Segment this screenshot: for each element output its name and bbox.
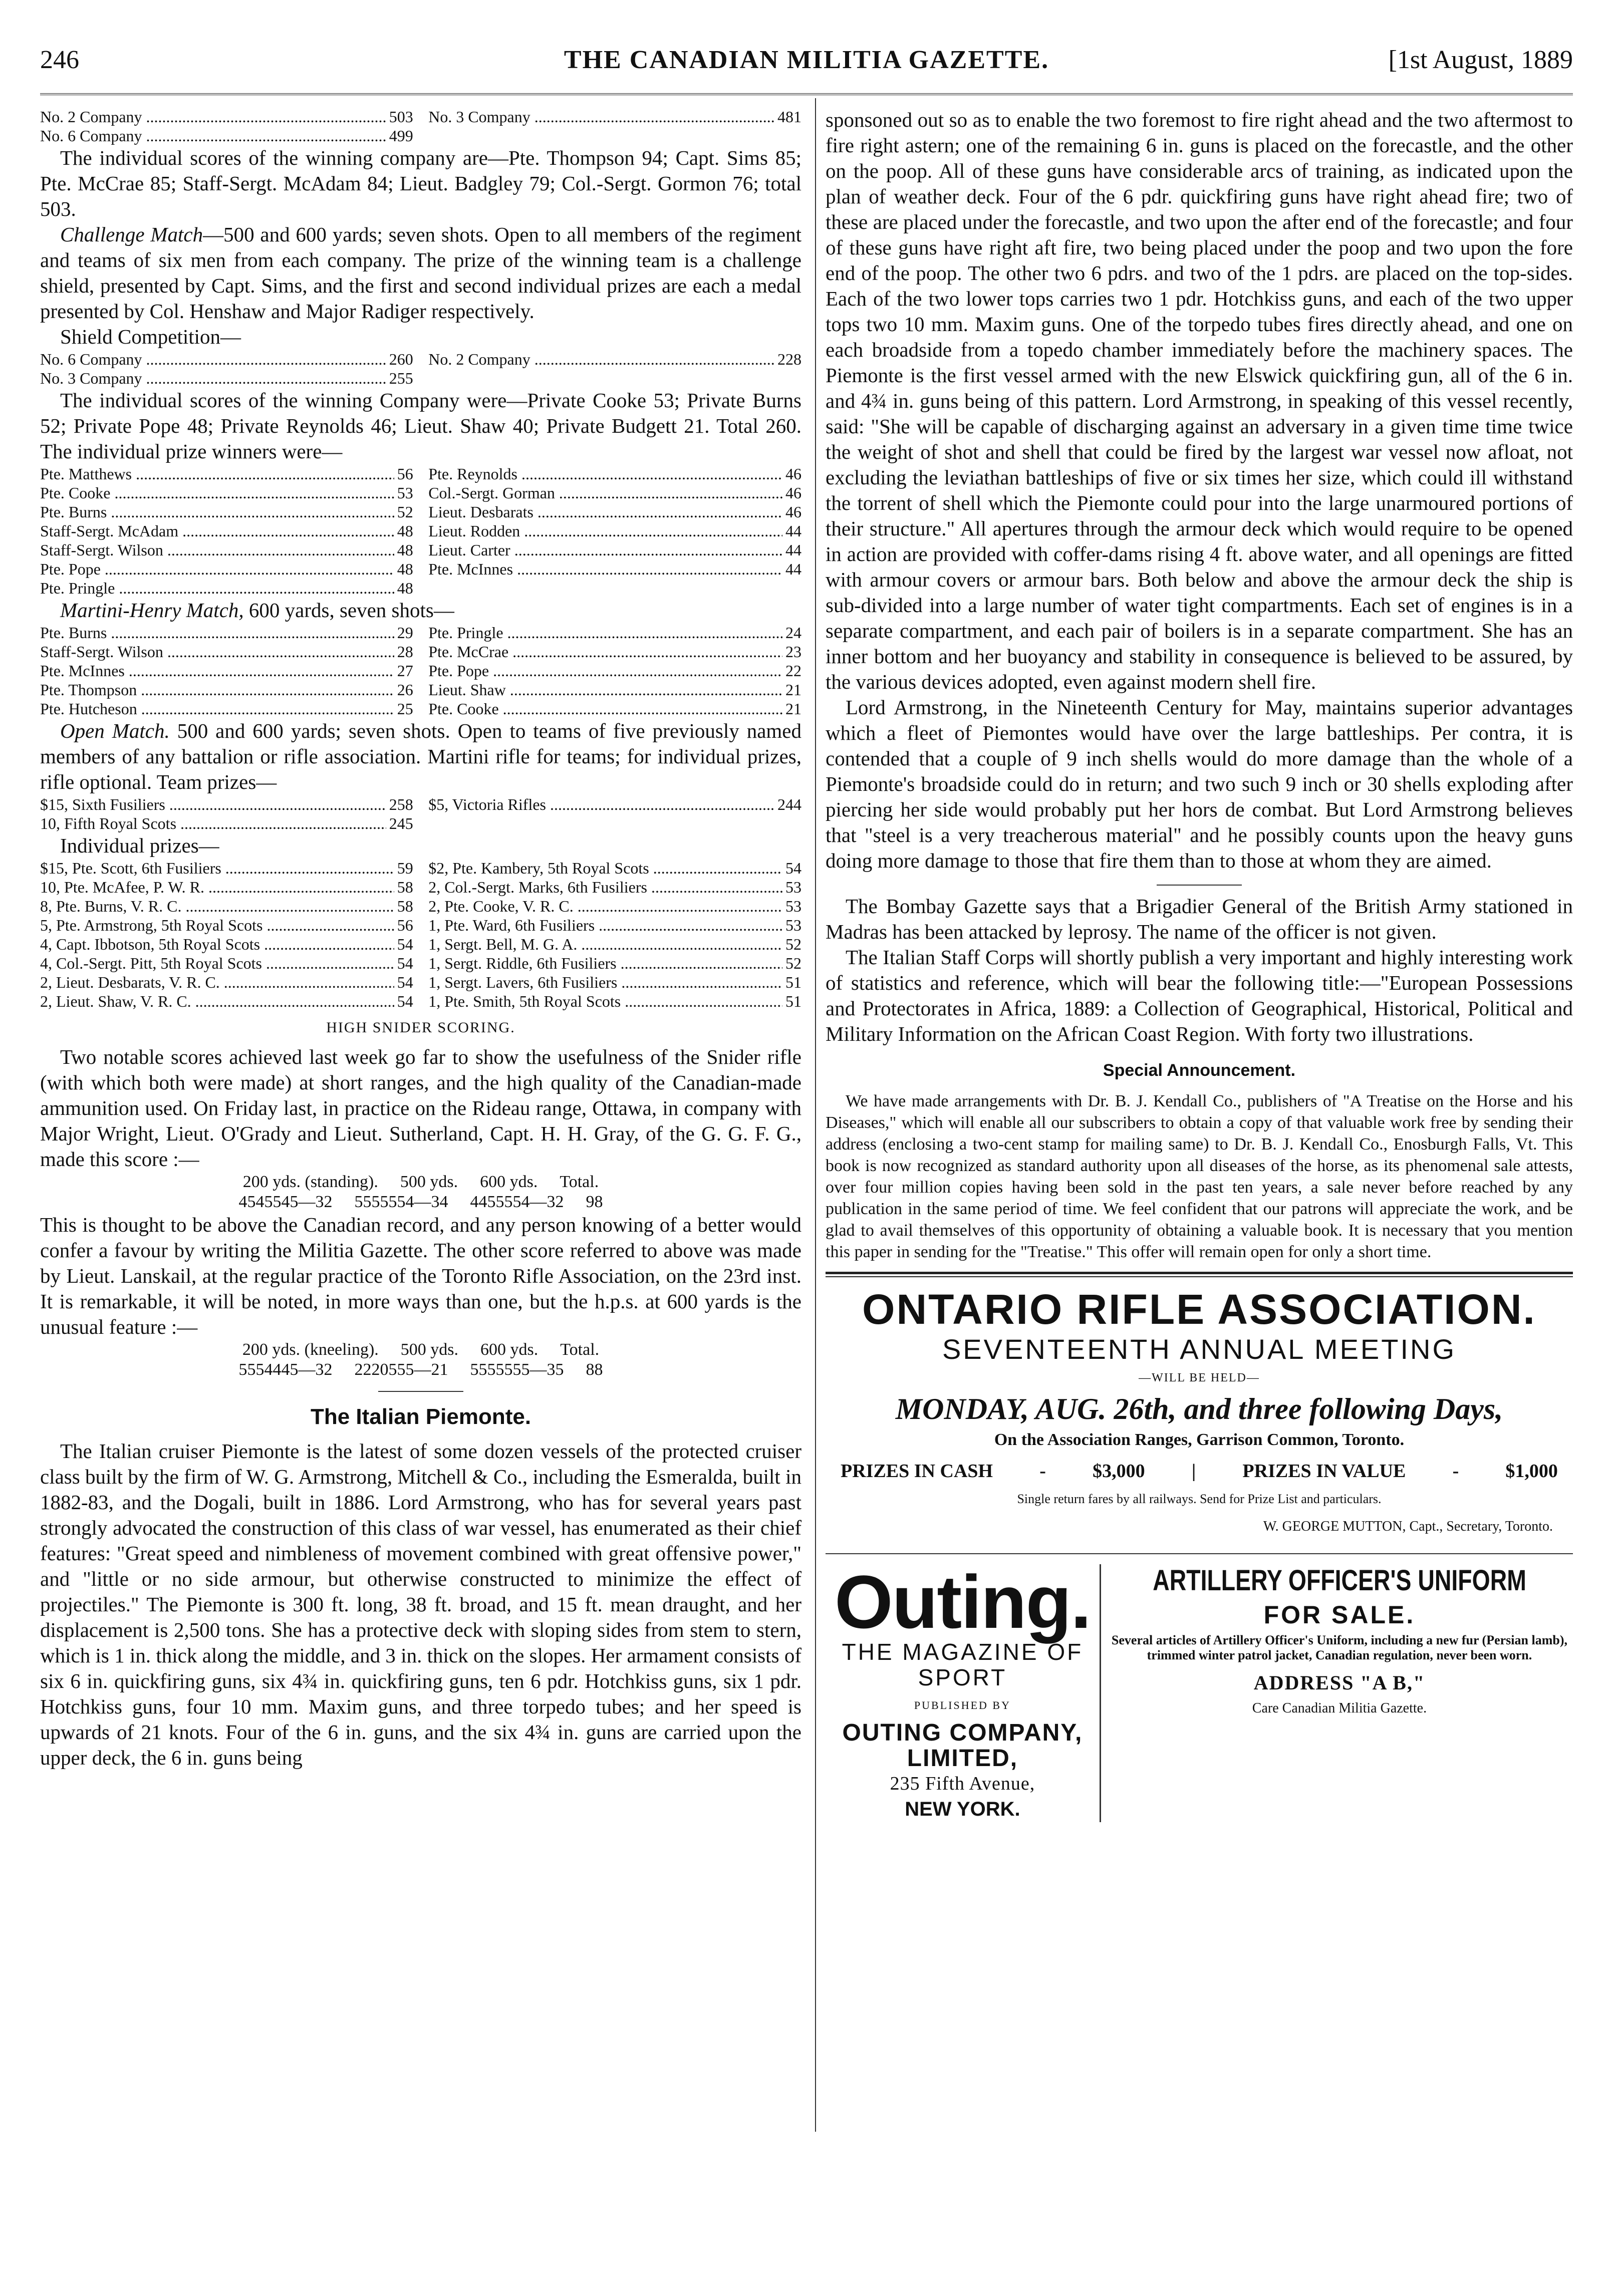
score-entry-left xyxy=(40,579,413,598)
outing-address: 235 Fifth Avenue, xyxy=(890,1773,1035,1794)
score-row xyxy=(40,559,801,579)
page-header xyxy=(40,35,1573,74)
score-value: 27 xyxy=(397,662,413,680)
score-name: No. 3 Company ..... xyxy=(428,107,774,126)
ora-will-be-held: —WILL BE HELD— xyxy=(1139,1371,1260,1384)
artillery-title: ARTILLERY OFFICER'S UNIFORM xyxy=(1153,1564,1526,1597)
score-name: 4, Col.-Sergt. Pitt, 5th Royal Scots ..... xyxy=(40,954,394,973)
score-cell: 4455554—32 xyxy=(470,1193,564,1211)
score-entry-right xyxy=(428,464,801,483)
score-value: 54 xyxy=(785,859,801,877)
score-value: 59 xyxy=(397,859,413,877)
score-entry-left xyxy=(40,483,413,502)
score-entry-right xyxy=(428,878,801,897)
score-value: 28 xyxy=(397,643,413,661)
ora-subtitle: SEVENTEENTH ANNUAL MEETING xyxy=(942,1333,1457,1365)
score-value: 54 xyxy=(397,973,413,991)
ora-cash-label: PRIZES IN CASH xyxy=(841,1461,993,1482)
paragraph-snider: Two notable scores achieved last week go far to show the usefulness of the Snider rifle (with which both were made) at short ranges, and the high quality of the Canadian-made ammunition used. On Friday last, in practice on the Rideau range, Ottawa, in company with Major Wright, Lieut. O'Grady and Lieut. Sutherland, Capt. H. H. Gray, of the G. G. F. G., made this score :— xyxy=(40,1045,801,1171)
score2-values xyxy=(40,1360,801,1380)
score-name: Pte. McInnes ..... xyxy=(40,661,394,680)
ora-cash-value: $3,000 xyxy=(1093,1461,1145,1482)
score-entry-left xyxy=(40,559,413,579)
score-value: 245 xyxy=(389,814,413,832)
score-entry-left xyxy=(40,107,413,126)
score-entry-left xyxy=(40,954,413,973)
score-row xyxy=(40,623,801,642)
score-name: Pte. Burns ..... xyxy=(40,623,394,642)
score-name: 2, Pte. Cooke, V. R. C. ..... xyxy=(428,897,782,916)
score-value: 54 xyxy=(397,935,413,953)
score-value: 52 xyxy=(397,503,413,521)
ad-rule-top xyxy=(826,1272,1573,1274)
score-value: 21 xyxy=(785,700,801,718)
paragraph-shield-scores: The individual scores of the winning Company were—Private Cooke 53; Private Burns 52; Private Pope 48; Private Reynolds 46; Lieut. Shaw 40; Private Budgett 21. Total 260. The individual prize winners were— xyxy=(40,389,801,463)
martini-henry-heading xyxy=(40,598,801,623)
outing-company: OUTING COMPANY, LIMITED, xyxy=(842,1719,1083,1772)
paragraph-lord-armstrong: Lord Armstrong, in the Nineteenth Century for May, maintains superior advantages which a fleet of Piemontes would have over the large battleships. Per contra, it is contended that a couple of 9 inch shells would do more damage than the whole of a Piemonte's broadside could do in return; and two such 9 inch or 30 shells exploding after piercing her side would probably put her hors de combat. But Lord Armstrong believes that "steel is a very treacherous material" and he possibly counts upon the heavy guns doing more damage to those that fire them than to those at whom they are aimed. xyxy=(826,696,1573,872)
score-entry-right xyxy=(428,699,801,718)
score-entry-left xyxy=(40,623,413,642)
score-name: Pte. McCrae ..... xyxy=(428,642,782,661)
paragraph-italian-piemonte: The Italian cruiser Piemonte is the latest of some dozen vessels of the protected cruiser class built by the firm of W. G. Armstrong, Mitchell & Co., including the Esmeralda, built in 1882-83, and the Dogali, built in 1886. Lord Armstrong, who has for several years past strongly advocated the construction of this class of war vessel, has enumerated as their chief features: "Great speed and nimbleness of movement combined with great offensive power," and "little or no side armour, but otherwise constructed to minimize the effect of projectiles." The Piemonte is 300 ft. long, 38 ft. broad, and 15 ft. mean draught, and her displacement is 2,500 tons. She has a protective deck with sloping sides from stem to stern, which is 1 in. thick along the middle, and 3 in. thick on the slopes. Her armament consists of six 6 in. quickfiring guns, six 4¾ in. quickfiring guns, ten 6 pdr. Hotchkiss guns, six 1 pdr. Hotchkiss guns, four 10 mm. Maxim guns, and three torpedo tubes; and her speed is upwards of 21 knots. Four of the 6 in. guns, and the six 4¾ in. guns are carried upon the upper deck, the 6 in. guns being xyxy=(40,1440,801,1769)
score-value: 53 xyxy=(785,897,801,915)
martini-henry-rest: 600 yards, seven shots— xyxy=(243,599,454,622)
paragraph-open-match xyxy=(40,718,801,795)
score-cell: 4545545—32 xyxy=(238,1193,333,1211)
score-cell: 5554445—32 xyxy=(238,1360,333,1379)
score-entry-right xyxy=(428,992,801,1011)
score-name: 5, Pte. Armstrong, 5th Royal Scots ..... xyxy=(40,916,394,935)
artillery-description: Several articles of Artillery Officer's Uniform, including a new fur (Persian lamb), trimmed winter patrol jacket, Canadian regulation, never been worn. xyxy=(1111,1633,1567,1662)
score-cell: 500 yds. xyxy=(400,1340,459,1359)
score-value: 23 xyxy=(785,643,801,661)
individual-prizes-label: Individual prizes— xyxy=(60,834,219,857)
company-totals xyxy=(40,107,801,145)
score-row xyxy=(40,579,801,598)
score-value: 54 xyxy=(397,954,413,972)
score-value: 53 xyxy=(785,916,801,934)
score-row xyxy=(40,661,801,680)
score-entry-left xyxy=(40,916,413,935)
score-name: $2, Pte. Kambery, 5th Royal Scots ..... xyxy=(428,858,782,878)
score-entry-right xyxy=(428,107,801,126)
score-entry-right xyxy=(428,126,801,145)
ora-title: ONTARIO RIFLE ASSOCIATION. xyxy=(862,1286,1536,1333)
score-row xyxy=(40,935,801,954)
score-value: 26 xyxy=(397,681,413,699)
score-entry-right xyxy=(428,623,801,642)
score-name: 1, Pte. Ward, 6th Fusiliers ..... xyxy=(428,916,782,935)
bottom-ads xyxy=(826,1553,1573,1822)
score-name: 1, Sergt. Lavers, 6th Fusiliers ..... xyxy=(428,973,782,992)
score-entry-right xyxy=(428,935,801,954)
score-cell: 88 xyxy=(586,1360,603,1379)
paragraph-italian-staff: The Italian Staff Corps will shortly publish a very important and highly interesting work of statistics and reference, which will bear the following title:—"European Possessions and Protectorates in Africa, 1889: a Collection of Geographical, Historical, Political and Military Information on the African Coast Region. With forty two illustrations. xyxy=(826,946,1573,1045)
masthead-title: THE CANADIAN MILITIA GAZETTE. xyxy=(564,46,1049,74)
score-name: 1, Pte. Smith, 5th Royal Scots ..... xyxy=(428,992,782,1011)
score2-headings xyxy=(40,1340,801,1360)
score-entry-left xyxy=(40,369,413,388)
score-entry-right xyxy=(428,858,801,878)
score-value: 54 xyxy=(397,992,413,1010)
score-entry-right xyxy=(428,559,801,579)
score-value: 25 xyxy=(397,700,413,718)
score-name: Lieut. Rodden ..... xyxy=(428,521,782,540)
score-entry-left xyxy=(40,878,413,897)
score-value: 260 xyxy=(389,350,413,368)
outing-published-by: PUBLISHED BY xyxy=(914,1699,1011,1711)
right-column xyxy=(826,107,1573,1822)
ora-value-label: PRIZES IN VALUE xyxy=(1242,1461,1406,1482)
score-row xyxy=(40,916,801,935)
score-entry-left xyxy=(40,464,413,483)
score-value: 56 xyxy=(397,465,413,483)
score-name: $15, Sixth Fusiliers ..... xyxy=(40,795,386,814)
score-row xyxy=(40,369,801,388)
score-name: Lieut. Carter ..... xyxy=(428,540,782,559)
score-row xyxy=(40,483,801,502)
paragraph-challenge-match xyxy=(40,222,801,324)
score-entry-right xyxy=(428,973,801,992)
score-cell: Total. xyxy=(560,1340,600,1359)
score-entry-right xyxy=(428,954,801,973)
artillery-address: ADDRESS "A B," xyxy=(1253,1671,1426,1694)
score-value: 48 xyxy=(397,541,413,559)
ora-value-amount: $1,000 xyxy=(1505,1461,1558,1482)
score-row xyxy=(40,107,801,126)
high-snider-heading: HIGH SNIDER SCORING. xyxy=(326,1019,515,1036)
score-value: 244 xyxy=(777,795,801,813)
score-value: 58 xyxy=(397,878,413,896)
score-entry-left xyxy=(40,661,413,680)
open-match-title: Open Match. xyxy=(60,719,170,742)
ora-prizes: PRIZES IN CASH - $3,000 | PRIZES IN VALUE - $1,000 xyxy=(826,1453,1573,1486)
score-name: Lieut. Shaw ..... xyxy=(428,680,782,699)
score-entry-right xyxy=(428,521,801,540)
outing-subtitle: THE MAGAZINE OF SPORT xyxy=(842,1639,1084,1690)
score-cell: 200 yds. (standing). xyxy=(242,1173,378,1191)
score-name: No. 6 Company ..... xyxy=(40,350,386,369)
score-name: Col.-Sergt. Gorman ..... xyxy=(428,483,782,502)
score-name: Pte. Matthews ..... xyxy=(40,464,394,483)
score-value: 503 xyxy=(389,108,413,126)
score-value: 48 xyxy=(397,579,413,597)
score-entry-right xyxy=(428,483,801,502)
score-entry-right xyxy=(428,579,801,598)
score-entry-right xyxy=(428,661,801,680)
score-name: Pte. McInnes ..... xyxy=(428,559,782,579)
ora-fares: Single return fares by all railways. Send for Prize List and particulars. xyxy=(1017,1492,1382,1506)
score-row xyxy=(40,521,801,540)
column-divider xyxy=(815,98,816,2132)
score-row xyxy=(40,878,801,897)
special-announcement-heading: Special Announcement. xyxy=(1103,1061,1296,1080)
score-name: Staff-Sergt. Wilson ..... xyxy=(40,642,394,661)
score-entry-left xyxy=(40,935,413,954)
outing-title: Outing. xyxy=(835,1560,1091,1644)
open-match-text: 500 and 600 yards; seven shots. Open to teams of five previously named members of any battalion or rifle association. Martini rifle for teams; for individual prizes, rifle optional. Team prizes— xyxy=(40,719,801,793)
ad-rule-bottom xyxy=(826,1276,1573,1277)
score-value: 52 xyxy=(785,935,801,953)
score-name: Pte. Hutcheson ..... xyxy=(40,699,394,718)
score-value: 24 xyxy=(785,624,801,642)
score-name: 10, Fifth Royal Scots ..... xyxy=(40,814,386,833)
challenge-match-title: Challenge Match xyxy=(60,223,203,246)
section-divider-right xyxy=(1157,885,1242,886)
score-cell: 200 yds. (kneeling). xyxy=(242,1340,379,1359)
score-value: 52 xyxy=(785,954,801,972)
score-name: Pte. Pringle ..... xyxy=(40,579,394,598)
score-row xyxy=(40,858,801,878)
score-value: 46 xyxy=(785,484,801,502)
score-name: Pte. Cooke ..... xyxy=(428,699,782,718)
score-value: 48 xyxy=(397,560,413,578)
score-entry-right xyxy=(428,680,801,699)
prize-winners-list xyxy=(40,464,801,598)
paragraph-winning-company: The individual scores of the winning company are—Pte. Thompson 94; Capt. Sims 85; Pte. McCrae 85; Staff-Sergt. McAdam 84; Lieut. Badgley 79; Col.-Sergt. Gormon 76; total 503. xyxy=(40,146,801,220)
score-entry-left xyxy=(40,680,413,699)
score-value: 29 xyxy=(397,624,413,642)
score-name: $5, Victoria Rifles ..... xyxy=(428,795,774,814)
left-column xyxy=(40,107,801,1771)
score-entry-right xyxy=(428,642,801,661)
header-rule xyxy=(40,93,1573,95)
score-value: 51 xyxy=(785,992,801,1010)
score-value: 258 xyxy=(389,795,413,813)
score-name: 8, Pte. Burns, V. R. C. ..... xyxy=(40,897,394,916)
score-cell: 2220555—21 xyxy=(354,1360,448,1379)
score-entry-left xyxy=(40,502,413,521)
score-value: 499 xyxy=(389,127,413,145)
score-value: 46 xyxy=(785,503,801,521)
score-name: No. 2 Company ..... xyxy=(428,350,774,369)
score-value: 46 xyxy=(785,465,801,483)
score-name: 1, Sergt. Bell, M. G. A. ..... xyxy=(428,935,782,954)
score-value: 53 xyxy=(397,484,413,502)
score-entry-left xyxy=(40,126,413,145)
score-name: 10, Pte. McAfee, P. W. R. ..... xyxy=(40,878,394,897)
score-row xyxy=(40,954,801,973)
score-cell: 600 yds. xyxy=(480,1340,539,1359)
score-entry-left xyxy=(40,540,413,559)
artillery-uniform-ad xyxy=(1101,1564,1573,1822)
score-value: 53 xyxy=(785,878,801,896)
score-row xyxy=(40,680,801,699)
score-row xyxy=(40,642,801,661)
score-entry-right xyxy=(428,814,801,833)
score-name: Pte. Thompson ..... xyxy=(40,680,394,699)
score-name: Pte. Pope ..... xyxy=(428,661,782,680)
score-name: Pte. Reynolds ..... xyxy=(428,464,782,483)
ora-signature: W. GEORGE MUTTON, Capt., Secretary, Toronto. xyxy=(1263,1519,1553,1534)
score-entry-right xyxy=(428,795,801,814)
score-cell: 600 yds. xyxy=(480,1173,538,1191)
page-number: 246 xyxy=(40,46,79,74)
score-name: 2, Col.-Sergt. Marks, 6th Fusiliers ..... xyxy=(428,878,782,897)
score-cell: 5555555—35 xyxy=(470,1360,564,1379)
score-value: 44 xyxy=(785,541,801,559)
score-entry-right xyxy=(428,916,801,935)
score-entry-left xyxy=(40,795,413,814)
score-name: Pte. Cooke ..... xyxy=(40,483,394,502)
score-row xyxy=(40,126,801,145)
score-entry-left xyxy=(40,814,413,833)
shield-competition-label: Shield Competition— xyxy=(60,325,241,348)
score-name: 4, Capt. Ibbotson, 5th Royal Scots ..... xyxy=(40,935,394,954)
score-entry-left xyxy=(40,521,413,540)
team-prizes-list xyxy=(40,795,801,833)
paragraph-record: This is thought to be above the Canadian record, and any person knowing of a better would confer a favour by writing the Militia Gazette. The other score referred to above was made by Lieut. Lanskail, at the regular practice of the Toronto Rifle Association, on the 23rd inst. It is remarkable, it will be noted, in more ways than one, but the h.p.s. at 600 yards is the unusual feature :— xyxy=(40,1213,801,1338)
artillery-care-of: Care Canadian Militia Gazette. xyxy=(1252,1700,1427,1716)
score-row xyxy=(40,464,801,483)
score-entry-right xyxy=(428,502,801,521)
ora-date: MONDAY, AUG. 26th, and three following Days, xyxy=(895,1392,1503,1425)
score-name: Staff-Sergt. McAdam ..... xyxy=(40,521,394,540)
score-value: 44 xyxy=(785,522,801,540)
score-entry-left xyxy=(40,350,413,369)
ora-location: On the Association Ranges, Garrison Common, Toronto. xyxy=(994,1430,1405,1449)
score-value: 51 xyxy=(785,973,801,991)
score-name: 2, Lieut. Desbarats, V. R. C. ..... xyxy=(40,973,394,992)
individual-prizes-list xyxy=(40,858,801,1011)
score-name: No. 6 Company ..... xyxy=(40,126,386,145)
paragraph-special-announcement: We have made arrangements with Dr. B. J. Kendall Co., publishers of "A Treatise on the Horse and his Diseases," which will enable all our subscribers to obtain a copy of that valuable work free by sending their address (enclosing a two-cent stamp for mailing same) to Dr. B. J. Kendall Co., Enosburgh Falls, Vt. This book is now recognized as standard authority upon all diseases of the horse, as its phenomenal sale attests, over four million copies having been sold in the past ten years, a sale never before reached by any publication in the same period of time. We feel confident that our patrons will appreciate the work, and be glad to avail themselves of this opportunity of obtaining a valuable book. It is necessary that you mention this paper in sending for the "Treatise." This offer will remain open for only a short time. xyxy=(826,1092,1573,1261)
score-row xyxy=(40,350,801,369)
issue-date: [1st August, 1889 xyxy=(1388,46,1573,74)
paragraph-piemonte-continued: sponsoned out so as to enable the two foremost to fire right ahead and the two aftermost to fire right astern; one of the remaining 6 in. guns is placed on the forecastle, and the other on the poop. All of these guns have considerable arcs of training, as indicated upon the plan of weather deck. Four of the 6 pdr. quickfiring guns have right ahead fire; two of these are placed under the forecastle, and two upon the after end of the forecastle; and four of these guns have right aft fire, two being placed under the poop and two upon the fore end of the poop. The other two 6 pdrs. and two of the 1 pdrs. are placed on the top-sides. Each of the two lower tops carries two 1 pdr. Hotchkiss guns, and each of the two upper tops two 10 mm. Maxim guns. One of the torpedo tubes fires directly ahead, and one on each broadside from a topedo chamber immediately before the machinery spaces. The Piemonte is the first vessel armed with the new Elswick quickfiring gun, all of the 6 in. and 4¾ in. guns being of this pattern. Lord Armstrong, in speaking of this vessel recently, said: "She will be capable of discharging against an adversary in a given time time twice the weight of shot and shell that could be fired by the largest war vessel now afloat, not excluding the leviathan battleships of five or six times her size, which could ill withstand the torrent of shell which the Piemonte could pour into the large unarmoured portions of their structure." All apertures through the armour deck which would require to be opened in action are provided with coffer-dams rising 4 ft. above water, and all openings are fitted with armour covers or armour bars. Both below and above the armour deck the ship is sub-divided into a large number of water tight compartments. Each set of engines is in a separate compartment, and each pair of boilers is in a separate compartment. She has an inner bottom and her buoyancy and stability in consequence is believed to be assured, by the various devices adopted, even against modern shell fire. xyxy=(826,108,1573,693)
score-row xyxy=(40,897,801,916)
score-name: No. 3 Company ..... xyxy=(40,369,386,388)
outing-city: NEW YORK. xyxy=(905,1798,1020,1820)
score-name: Lieut. Desbarats ..... xyxy=(428,502,782,521)
score-name: Pte. Pope ..... xyxy=(40,559,394,579)
score-entry-left xyxy=(40,699,413,718)
score-entry-left xyxy=(40,642,413,661)
score-value: 44 xyxy=(785,560,801,578)
score-row xyxy=(40,814,801,833)
paragraph-bombay-gazette: The Bombay Gazette says that a Brigadier General of the British Army stationed in Madras has been attacked by leprosy. The name of the officer is not given. xyxy=(826,895,1573,943)
score-name: 2, Lieut. Shaw, V. R. C. ..... xyxy=(40,992,394,1011)
score-value: 21 xyxy=(785,681,801,699)
score-name: No. 2 Company ..... xyxy=(40,107,386,126)
score-value: 255 xyxy=(389,369,413,387)
score-entry-left xyxy=(40,897,413,916)
shield-totals xyxy=(40,350,801,388)
score-value: 58 xyxy=(397,897,413,915)
score-row xyxy=(40,973,801,992)
score-cell: 5555554—34 xyxy=(354,1193,448,1211)
score-name: Pte. Pringle ..... xyxy=(428,623,782,642)
score-entry-right xyxy=(428,350,801,369)
score-row xyxy=(40,540,801,559)
artillery-for-sale: FOR SALE. xyxy=(1263,1601,1416,1629)
score-entry-left xyxy=(40,992,413,1011)
score-entry-left xyxy=(40,973,413,992)
score-value: 56 xyxy=(397,916,413,934)
score1-values xyxy=(40,1192,801,1212)
score-value: 22 xyxy=(785,662,801,680)
score-cell: 98 xyxy=(586,1193,603,1211)
challenge-match-text: —500 and 600 yards; seven shots. Open to all members of the regiment and teams of six men from each company. The prize of the winning team is a challenge shield, presented by Capt. Sims, and the first and second individual prizes are each a medal presented by Col. Henshaw and Major Radiger respectively. xyxy=(40,223,801,323)
score1-headings xyxy=(40,1172,801,1192)
score-value: 481 xyxy=(777,108,801,126)
score-cell: 500 yds. xyxy=(400,1173,458,1191)
ontario-rifle-ad xyxy=(826,1285,1573,1539)
score-entry-right xyxy=(428,897,801,916)
score-name: Pte. Burns ..... xyxy=(40,502,394,521)
score-row xyxy=(40,699,801,718)
score-entry-left xyxy=(40,858,413,878)
score-entry-right xyxy=(428,540,801,559)
score-row xyxy=(40,502,801,521)
score-value: 48 xyxy=(397,522,413,540)
score-name: 1, Sergt. Riddle, 6th Fusiliers ..... xyxy=(428,954,782,973)
score-row xyxy=(40,992,801,1011)
score-entry-right xyxy=(428,369,801,388)
martini-henry-scores xyxy=(40,623,801,718)
score-value: 228 xyxy=(777,350,801,368)
score-name: $15, Pte. Scott, 6th Fusiliers ..... xyxy=(40,858,394,878)
martini-henry-title: Martini-Henry Match, xyxy=(60,599,244,622)
italian-piemonte-heading: The Italian Piemonte. xyxy=(310,1404,531,1429)
section-divider xyxy=(378,1391,463,1392)
score-name: Staff-Sergt. Wilson ..... xyxy=(40,540,394,559)
outing-ad xyxy=(826,1560,1101,1822)
score-cell: Total. xyxy=(560,1173,599,1191)
score-row xyxy=(40,795,801,814)
